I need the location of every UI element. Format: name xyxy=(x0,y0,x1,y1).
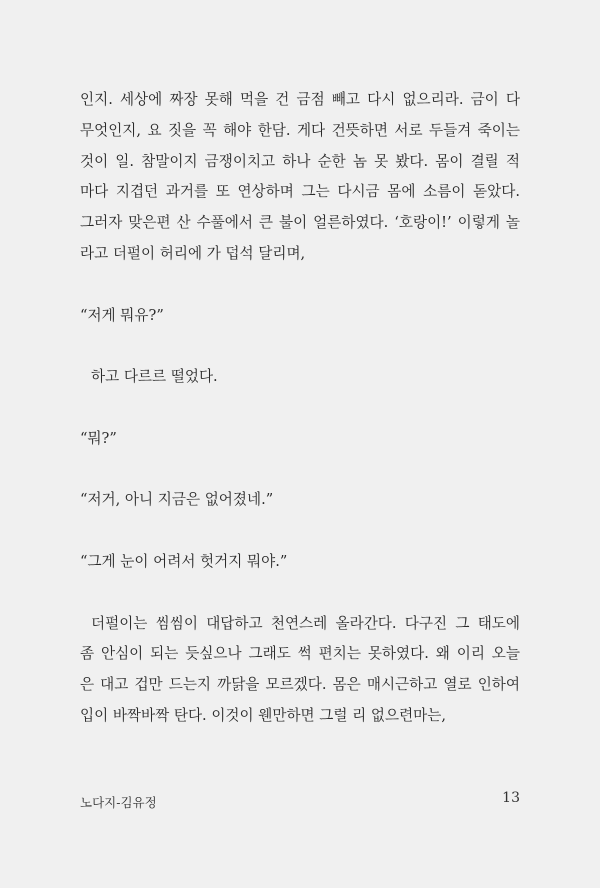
dialogue-line: “뭐?” xyxy=(80,429,117,447)
text-line: 좀 안심이 되는 듯싶으나 그래도 썩 편치는 못하였다. 왜 이리 오늘 xyxy=(80,645,520,663)
running-footer-title: 노다지-김유정 xyxy=(80,795,157,810)
dialogue-line: “저게 뭐유?” xyxy=(80,306,164,324)
dialogue-line: “저거, 아니 지금은 없어졌네.” xyxy=(80,491,274,509)
text-line: 인지. 세상에 짜장 못해 먹을 건 금점 빼고 다시 없으리라. 금이 다 xyxy=(80,91,520,108)
text-line: 은 대고 겁만 드는지 까닭을 모르겠다. 몸은 매시근하고 열로 인하여 xyxy=(80,676,520,694)
text-line: 마다 지겹던 과거를 또 연상하며 그는 다시금 몸에 소름이 돋았다. xyxy=(80,183,520,201)
dialogue-line: “그게 눈이 어려서 헛거지 뭐야.” xyxy=(80,552,288,570)
text-line: 하고 다르르 떨었다. xyxy=(91,368,218,386)
text-line: 입이 바짝바짝 탄다. 이것이 웬만하면 그럴 리 없으련마는, xyxy=(80,706,446,724)
page-number: 13 xyxy=(502,790,520,806)
text-line: 그러자 맞은편 산 수풀에서 큰 불이 얼른하였다. ‘호랑이!’ 이렇게 놀 xyxy=(80,214,520,232)
text-line: 무엇인지, 요 짓을 꼭 해야 한담. 게다 건뜻하면 서로 두들겨 죽이는 xyxy=(80,121,520,139)
text-line: 라고 더펄이 허리에 가 덥석 달리며, xyxy=(80,244,306,262)
text-line: 더펄이는 씸씸이 대답하고 천연스레 올라간다. 다구진 그 태도에 xyxy=(91,614,520,632)
text-line: 것이 일. 참말이지 금쟁이치고 하나 순한 놈 못 봤다. 몸이 결릴 적 xyxy=(80,152,520,170)
page-body xyxy=(80,85,520,732)
